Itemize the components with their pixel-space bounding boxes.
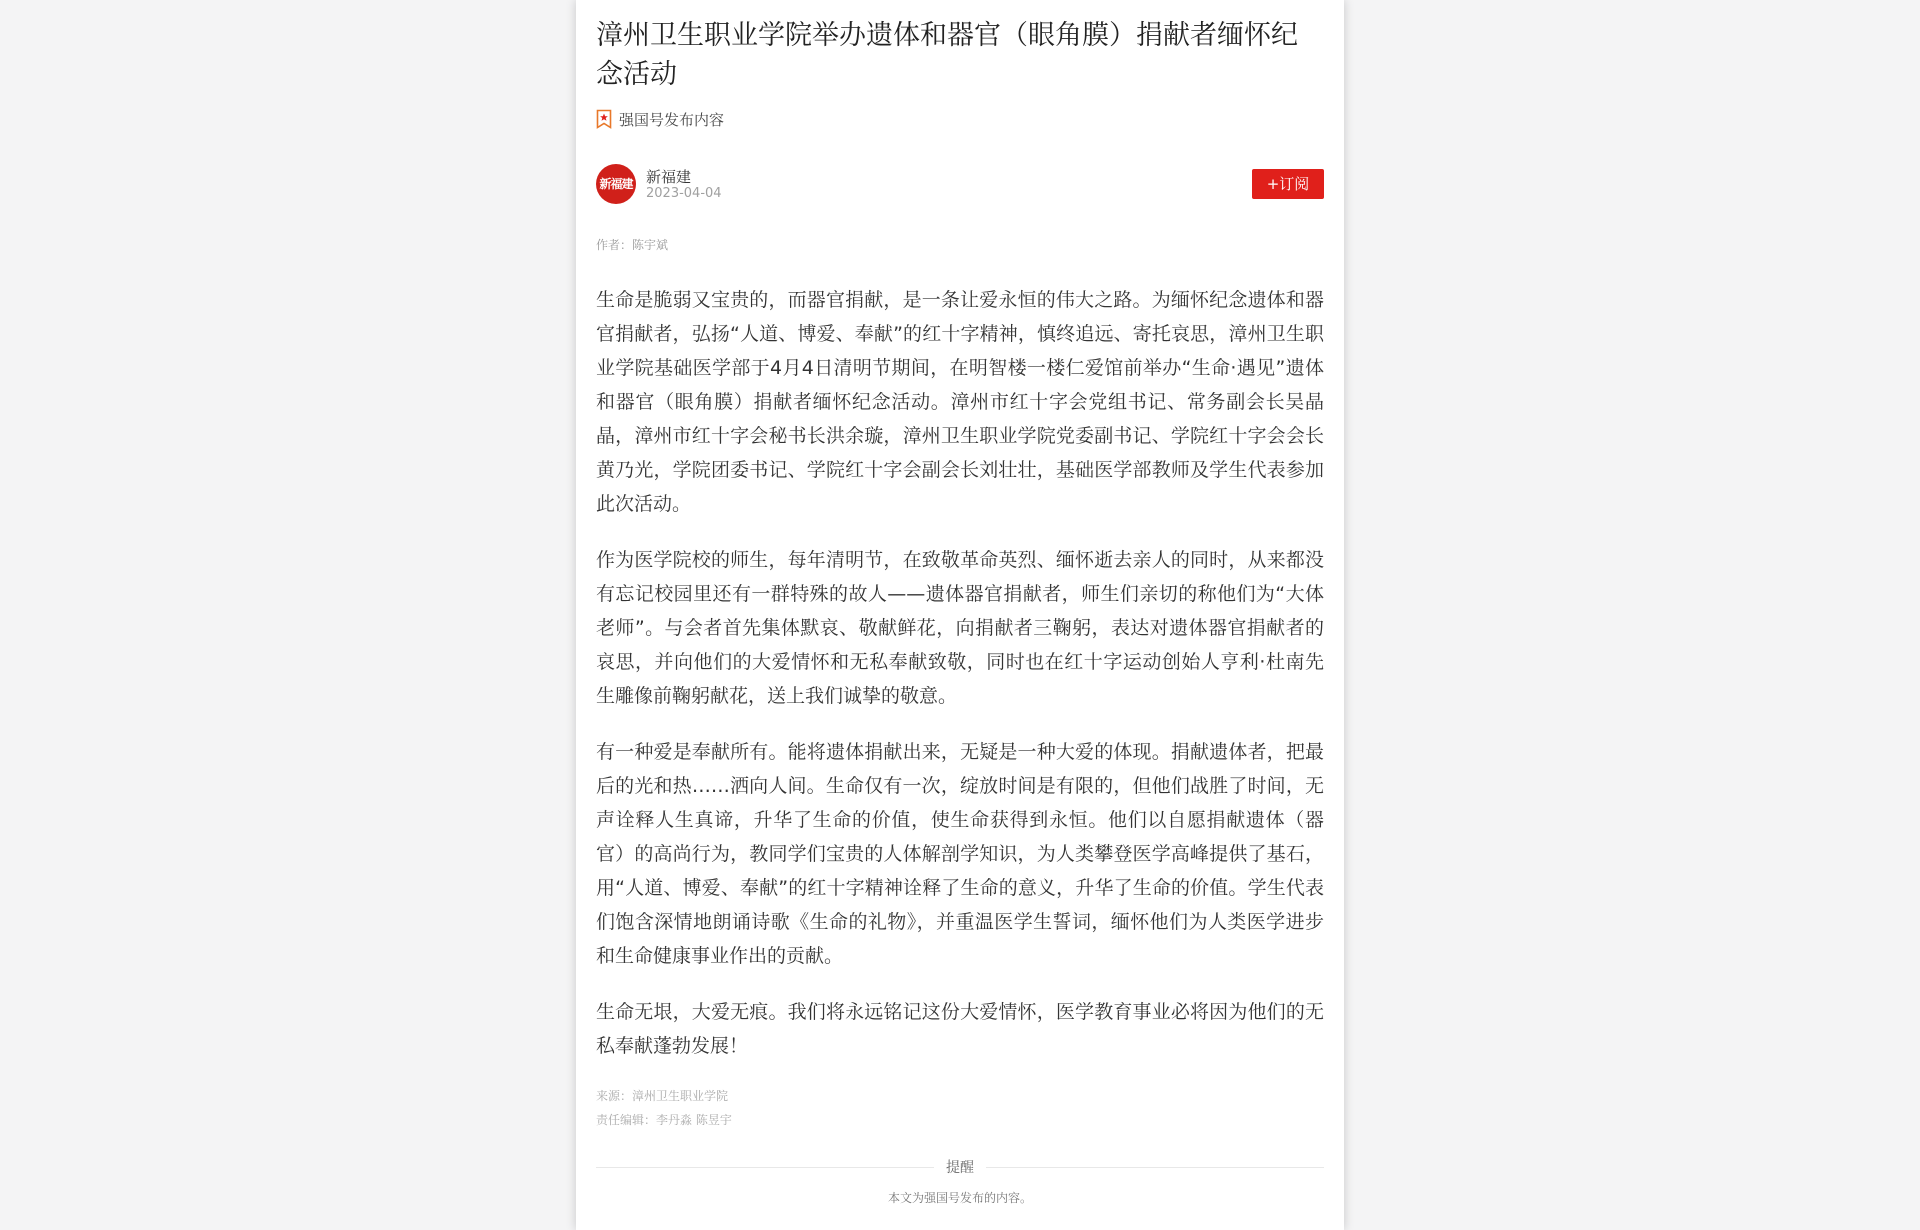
ribbon-badge-icon: [596, 109, 612, 129]
notice-title: 提醒: [934, 1157, 986, 1177]
outlet-row: [596, 162, 1324, 206]
outlet-name[interactable]: 新福建: [646, 168, 692, 186]
notice-text: 本文为强国号发布的内容。: [887, 1191, 1032, 1205]
origin-label: 强国号发布内容: [619, 110, 725, 129]
origin-tag: [596, 108, 724, 130]
article-title: 漳州卫生职业学院举办遗体和器官（眼角膜）捐献者缅怀纪念活动: [596, 20, 1298, 90]
article-paragraph: 生命是脆弱又宝贵的，而器官捐献，是一条让爱永恒的伟大之路。为缅怀纪念遗体和器官捐献者，弘扬“人道、博爱、奉献”的红十字精神，慎终追远、寄托哀思，漳州卫生职业学院基础医学部于4月4日清明节期间，在明智楼一楼仁爱馆前举办“生命·遇见”遗体和器官（眼角膜）捐献者缅怀纪念活动。漳州市红十字会党组书记、常务副会长吴晶晶，漳州市红十字会秘书长洪余璇，漳州卫生职业学院党委副书记、学院红十字会会长黄乃光，学院团委书记、学院红十字会副会长刘壮壮，基础医学部教师及学生代表参加此次活动。: [596, 289, 1324, 515]
publish-date: 2023-04-04: [646, 186, 722, 201]
article-paragraph: 生命无垠，大爱无痕。我们将永远铭记这份大爱情怀，医学教育事业必将因为他们的无私奉献蓬勃发展！: [596, 1001, 1324, 1057]
article-meta: [596, 1084, 732, 1132]
avatar-logo-text: 新福建: [599, 177, 633, 191]
source-line: 来源：漳州卫生职业学院: [596, 1089, 729, 1103]
author-byline: 作者：陈宇斌: [596, 238, 669, 252]
article-body: [596, 283, 1324, 1085]
editor-line: 责任编辑：李丹淼 陈昱宇: [596, 1113, 732, 1127]
article-page: [576, 0, 1344, 1230]
notice-section: [596, 1155, 1324, 1225]
avatar[interactable]: [596, 164, 636, 204]
subscribe-button[interactable]: +订阅: [1252, 169, 1324, 199]
article-paragraph: 有一种爱是奉献所有。能将遗体捐献出来，无疑是一种大爱的体现。捐献遗体者，把最后的光和热……洒向人间。生命仅有一次，绽放时间是有限的，但他们战胜了时间，无声诠释人生真谛，升华了生命的价值，使生命获得到永恒。他们以自愿捐献遗体（器官）的高尚行为，教同学们宝贵的人体解剖学知识，为人类攀登医学高峰提供了基石，用“人道、博爱、奉献”的红十字精神诠释了生命的意义，升华了生命的价值。学生代表们饱含深情地朗诵诗歌《生命的礼物》，并重温医学生誓词，缅怀他们为人类医学进步和生命健康事业作出的贡献。: [596, 741, 1324, 967]
article-paragraph: 作为医学院校的师生，每年清明节，在致敬革命英烈、缅怀逝去亲人的同时，从来都没有忘记校园里还有一群特殊的故人——遗体器官捐献者，师生们亲切的称他们为“大体老师”。与会者首先集体默哀、敬献鲜花，向捐献者三鞠躬，表达对遗体器官捐献者的哀思，并向他们的大爱情怀和无私奉献致敬，同时也在红十字运动创始人亨利·杜南先生雕像前鞠躬献花，送上我们诚挚的敬意。: [596, 549, 1324, 707]
